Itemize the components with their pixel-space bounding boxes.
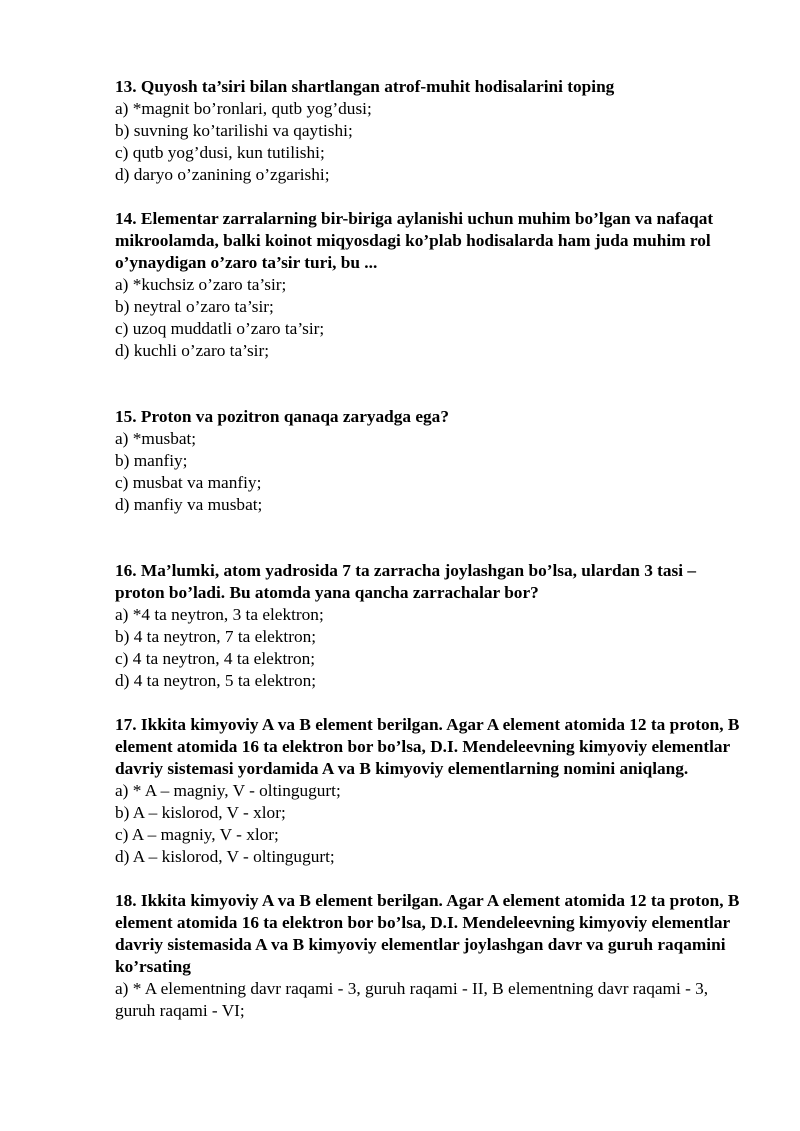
- answer-option: a) * A elementning davr raqami - 3, guruh raqami - II, B elementning davr raqami - 3, guruh raqami - VI;: [115, 979, 709, 1020]
- answer-option: a) *musbat;: [115, 429, 197, 448]
- answer-option: a) *kuchsiz o’zaro ta’sir;: [115, 275, 287, 294]
- question-title: 14. Elementar zarralarning bir-biriga aylanishi uchun muhim bo’lgan va nafaqat mikroolamda, balki koinot miqyosdagi ko’plab hodisalarda ham juda muhim rol o’ynaydigan o’zaro ta’sir turi, bu ...: [115, 209, 714, 272]
- question-title: 16. Ma’lumki, atom yadrosida 7 ta zarracha joylashgan bo’lsa, ulardan 3 tasi – proton bo’ladi. Bu atomda yana qancha zarrachalar bor?: [115, 561, 697, 602]
- spacer: [115, 516, 745, 560]
- answer-option: c) A – magniy, V - xlor;: [115, 825, 279, 844]
- answer-option: b) neytral o’zaro ta’sir;: [115, 297, 274, 316]
- answer-option: c) musbat va manfiy;: [115, 473, 262, 492]
- answer-option: d) A – kislorod, V - oltingugurt;: [115, 847, 335, 866]
- answer-option: d) 4 ta neytron, 5 ta elektron;: [115, 671, 317, 690]
- question-14: [115, 208, 745, 362]
- spacer: [115, 868, 745, 890]
- answer-option: b) suvning ko’tarilishi va qaytishi;: [115, 121, 353, 140]
- question-15: [115, 406, 745, 516]
- answer-option: d) manfiy va musbat;: [115, 495, 263, 514]
- answer-option: c) uzoq muddatli o’zaro ta’sir;: [115, 319, 325, 338]
- question-title: 18. Ikkita kimyoviy A va B element berilgan. Agar A element atomida 12 ta proton, B element atomida 16 ta elektron bor bo’lsa, D.I. Mendeleevning kimyoviy elementlar davriy sistemasida A va B kimyoviy elementlar joylashgan davr va guruh raqamini ko’rsating: [115, 891, 740, 976]
- question-16: [115, 560, 745, 692]
- answer-option: a) *magnit bo’ronlari, qutb yog’dusi;: [115, 99, 372, 118]
- answer-option: c) 4 ta neytron, 4 ta elektron;: [115, 649, 316, 668]
- question-13: [115, 76, 745, 186]
- answer-option: b) A – kislorod, V - xlor;: [115, 803, 286, 822]
- spacer: [115, 362, 745, 406]
- answer-option: d) daryo o’zanining o’zgarishi;: [115, 165, 330, 184]
- question-title: 15. Proton va pozitron qanaqa zaryadga ega?: [115, 407, 449, 426]
- answer-option: a) *4 ta neytron, 3 ta elektron;: [115, 605, 324, 624]
- question-17: [115, 714, 745, 868]
- question-title: 13. Quyosh ta’siri bilan shartlangan atrof-muhit hodisalarini toping: [115, 77, 615, 96]
- document-page: [115, 76, 745, 1022]
- answer-option: d) kuchli o’zaro ta’sir;: [115, 341, 270, 360]
- question-title: 17. Ikkita kimyoviy A va B element berilgan. Agar A element atomida 12 ta proton, B element atomida 16 ta elektron bor bo’lsa, D.I. Mendeleevning kimyoviy elementlar davriy sistemasi yordamida A va B kimyoviy elementlarning nomini aniqlang.: [115, 715, 740, 778]
- spacer: [115, 186, 745, 208]
- spacer: [115, 692, 745, 714]
- answer-option: a) * A – magniy, V - oltingugurt;: [115, 781, 341, 800]
- answer-option: b) manfiy;: [115, 451, 188, 470]
- question-18: [115, 890, 745, 1022]
- answer-option: c) qutb yog’dusi, kun tutilishi;: [115, 143, 325, 162]
- answer-option: b) 4 ta neytron, 7 ta elektron;: [115, 627, 317, 646]
